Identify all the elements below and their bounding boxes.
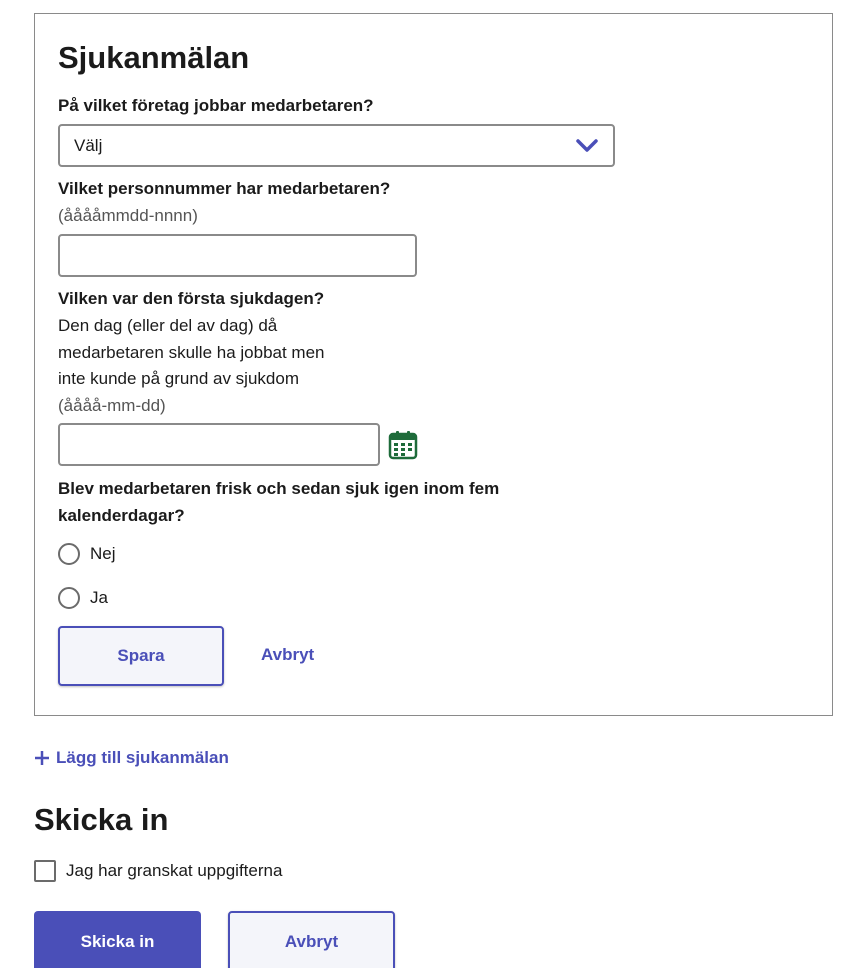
recurrence-label-1: Blev medarbetaren frisk och sedan sjuk igen inom fem <box>58 479 500 498</box>
chevron-down-icon <box>575 137 599 155</box>
radio-label-nej: Nej <box>90 544 116 563</box>
radio-nej[interactable] <box>58 543 80 565</box>
recurrence-label-2: kalenderdagar? <box>58 506 185 525</box>
reviewed-checkbox-label: Jag har granskat uppgifterna <box>66 861 283 880</box>
radio-option-ja[interactable] <box>58 587 108 609</box>
reviewed-checkbox[interactable] <box>34 860 56 882</box>
form-title: Sjukanmälan <box>58 40 250 75</box>
reviewed-checkbox-row[interactable] <box>34 860 282 882</box>
calendar-icon[interactable] <box>388 430 418 460</box>
company-select[interactable] <box>58 124 615 167</box>
personnummer-label: Vilket personnummer har medarbetaren? <box>58 179 391 198</box>
first-sick-day-desc-3: inte kunde på grund av sjukdom <box>58 369 299 388</box>
sick-report-form <box>34 13 833 716</box>
radio-label-ja: Ja <box>90 588 108 607</box>
form-cancel-button[interactable]: Avbryt <box>261 645 315 664</box>
submit-section-title: Skicka in <box>34 802 169 837</box>
submit-cancel-button[interactable]: Avbryt <box>228 911 395 968</box>
personnummer-hint: (ååååmmdd-nnnn) <box>58 206 198 225</box>
add-sick-report-link[interactable] <box>34 748 229 768</box>
company-select-value: Välj <box>74 135 103 155</box>
radio-option-nej[interactable] <box>58 543 116 565</box>
first-sick-day-desc-2: medarbetaren skulle ha jobbat men <box>58 343 325 362</box>
add-sick-report-label: Lägg till sjukanmälan <box>56 748 229 767</box>
radio-ja[interactable] <box>58 587 80 609</box>
company-label: På vilket företag jobbar medarbetaren? <box>58 96 374 115</box>
save-button[interactable]: Spara <box>58 626 224 686</box>
first-sick-day-hint: (åååå-mm-dd) <box>58 396 166 415</box>
personnummer-input[interactable] <box>58 234 417 277</box>
plus-icon <box>34 750 50 766</box>
first-sick-day-label: Vilken var den första sjukdagen? <box>58 289 325 308</box>
first-sick-day-desc-1: Den dag (eller del av dag) då <box>58 316 278 335</box>
first-sick-day-input[interactable] <box>58 423 380 466</box>
submit-button[interactable]: Skicka in <box>34 911 201 968</box>
